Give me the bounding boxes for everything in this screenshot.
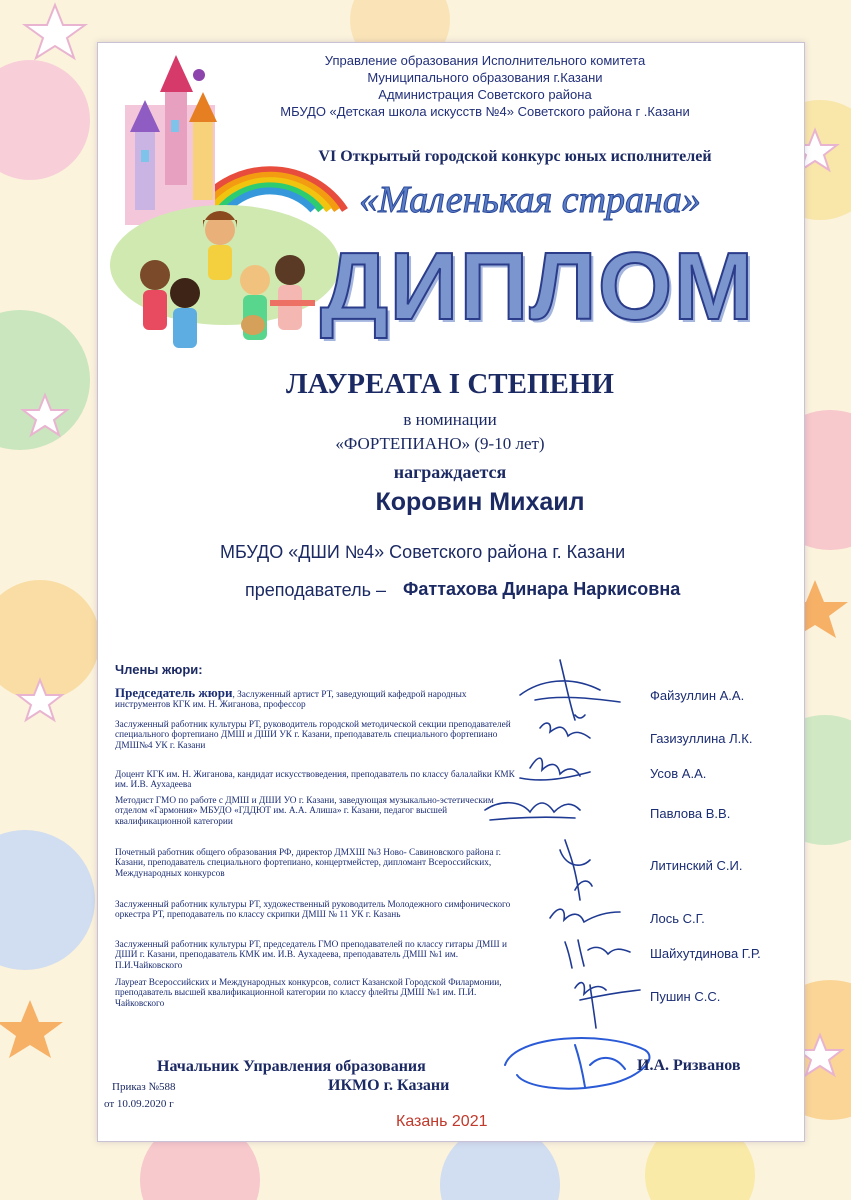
place-year: Казань 2021 xyxy=(396,1113,488,1130)
jury-member-name: Пушин С.С. xyxy=(650,989,721,1004)
diploma-title: ДИПЛОМ xyxy=(320,233,755,340)
header-line-3: Администрация Советского района xyxy=(378,87,592,102)
jury-signatures xyxy=(480,650,650,1060)
contest-subtitle: «Маленькая страна» xyxy=(359,179,701,221)
head-title-line-2: ИКМО г. Казани xyxy=(328,1077,450,1094)
header-line-4: МБУДО «Детская школа искусств №4» Советского района г .Казани xyxy=(280,104,690,119)
jury-member-name: Литинский С.И. xyxy=(650,858,743,873)
jury-member-desc: Заслуженный работник культуры РТ, руководитель городской методической секции преподавателей специального фортепиано ДМШ и ДШИ УК г. Казани, преподаватель специального фортепиано ДМШ№4 УК г. Казани xyxy=(115,720,511,751)
award-rank: ЛАУРЕАТА I СТЕПЕНИ xyxy=(285,368,614,400)
jury-member-name: Павлова В.В. xyxy=(650,806,731,821)
signature-8 xyxy=(575,983,640,1028)
signature-3 xyxy=(520,758,590,780)
jury-member-name: Файзуллин А.А. xyxy=(650,688,745,703)
school-name: МБУДО «ДШИ №4» Советского района г. Казани xyxy=(220,542,626,562)
jury-member-desc: Председатель жюри, Заслуженный артист РТ, заведующий кафедрой народных инструментов КГК им. Н. Жиганова, профессор xyxy=(115,685,467,711)
jury-member-desc: Заслуженный работник культуры РТ, художественный руководитель Молодежного симфонического оркестра РТ, преподаватель по классу скрипки ДМШ № 11 УК г. Казань xyxy=(115,900,511,921)
jury-member-desc: Почетный работник общего образования РФ, директор ДМХШ №3 Ново- Савиновского района г. Казани, преподаватель специального фортепиано, концертмейстер, дипломант Всероссийских, Международных конкурсов xyxy=(115,848,501,879)
teacher-name: Фаттахова Динара Наркисовна xyxy=(403,579,681,599)
head-name: И.А. Ризванов xyxy=(637,1057,741,1074)
jury-chair-label: Председатель жюри xyxy=(115,685,233,700)
jury-member-name: Лось С.Г. xyxy=(650,911,705,926)
jury-member-desc: Лауреат Всероссийских и Международных конкурсов, солист Казанской Городской Филармонии, преподаватель высшей квалификационной категории по классу флейты ДМШ №1 им. П.И. Чайковского xyxy=(115,978,502,1009)
contest-name: VI Открытый городской конкурс юных исполнителей xyxy=(318,148,712,165)
header-line-1: Управление образования Исполнительного комитета xyxy=(324,53,646,68)
jury-heading: Члены жюри: xyxy=(115,662,203,677)
teacher-label: преподаватель – xyxy=(245,580,386,600)
awarded-label: награждается xyxy=(393,462,507,482)
header-line-2: Муниципального образования г.Казани xyxy=(367,70,603,85)
jury-member-name: Усов А.А. xyxy=(650,766,707,781)
jury-member-name: Газизуллина Л.К. xyxy=(650,731,753,746)
signature-6 xyxy=(550,909,620,922)
jury-member-name: Шайхутдинова Г.Р. xyxy=(650,946,761,961)
nomination-label: в номинации xyxy=(403,410,497,429)
signature-4 xyxy=(485,803,580,820)
head-title-line-1: Начальник Управления образования xyxy=(157,1058,426,1075)
order-number: Приказ №588 xyxy=(112,1081,176,1093)
signature-5 xyxy=(560,840,592,900)
jury-member-desc: Методист ГМО по работе с ДМШ и ДШИ УО г. Казани, заведующая музыкально-эстетическим отделом «Гармония» МБУДО «ГДДЮТ им. А.А. Алиша» г. Казани, педагог высшей квалификационной категории xyxy=(115,796,494,827)
jury-member-desc: Доцент КГК им. Н. Жиганова, кандидат искусствоведения, преподаватель по классу балалайки КМК им. И.В. Аухадеева xyxy=(115,770,515,791)
signature-2 xyxy=(540,723,590,738)
signature-7 xyxy=(565,940,630,968)
signature-1 xyxy=(520,660,620,720)
recipient-name: Коровин Михаил xyxy=(375,488,585,516)
order-date: от 10.09.2020 г xyxy=(104,1098,174,1110)
jury-member-desc: Заслуженный работник культуры РТ, председатель ГМО преподавателей по классу гитары ДМШ и ДШИ г. Казани, преподаватель КМК им. И.В. Аухадеева, преподаватель ДМШ №1 им. П.И.Чайковского xyxy=(115,940,507,971)
nomination: «ФОРТЕПИАНО» (9-10 лет) xyxy=(335,434,545,453)
